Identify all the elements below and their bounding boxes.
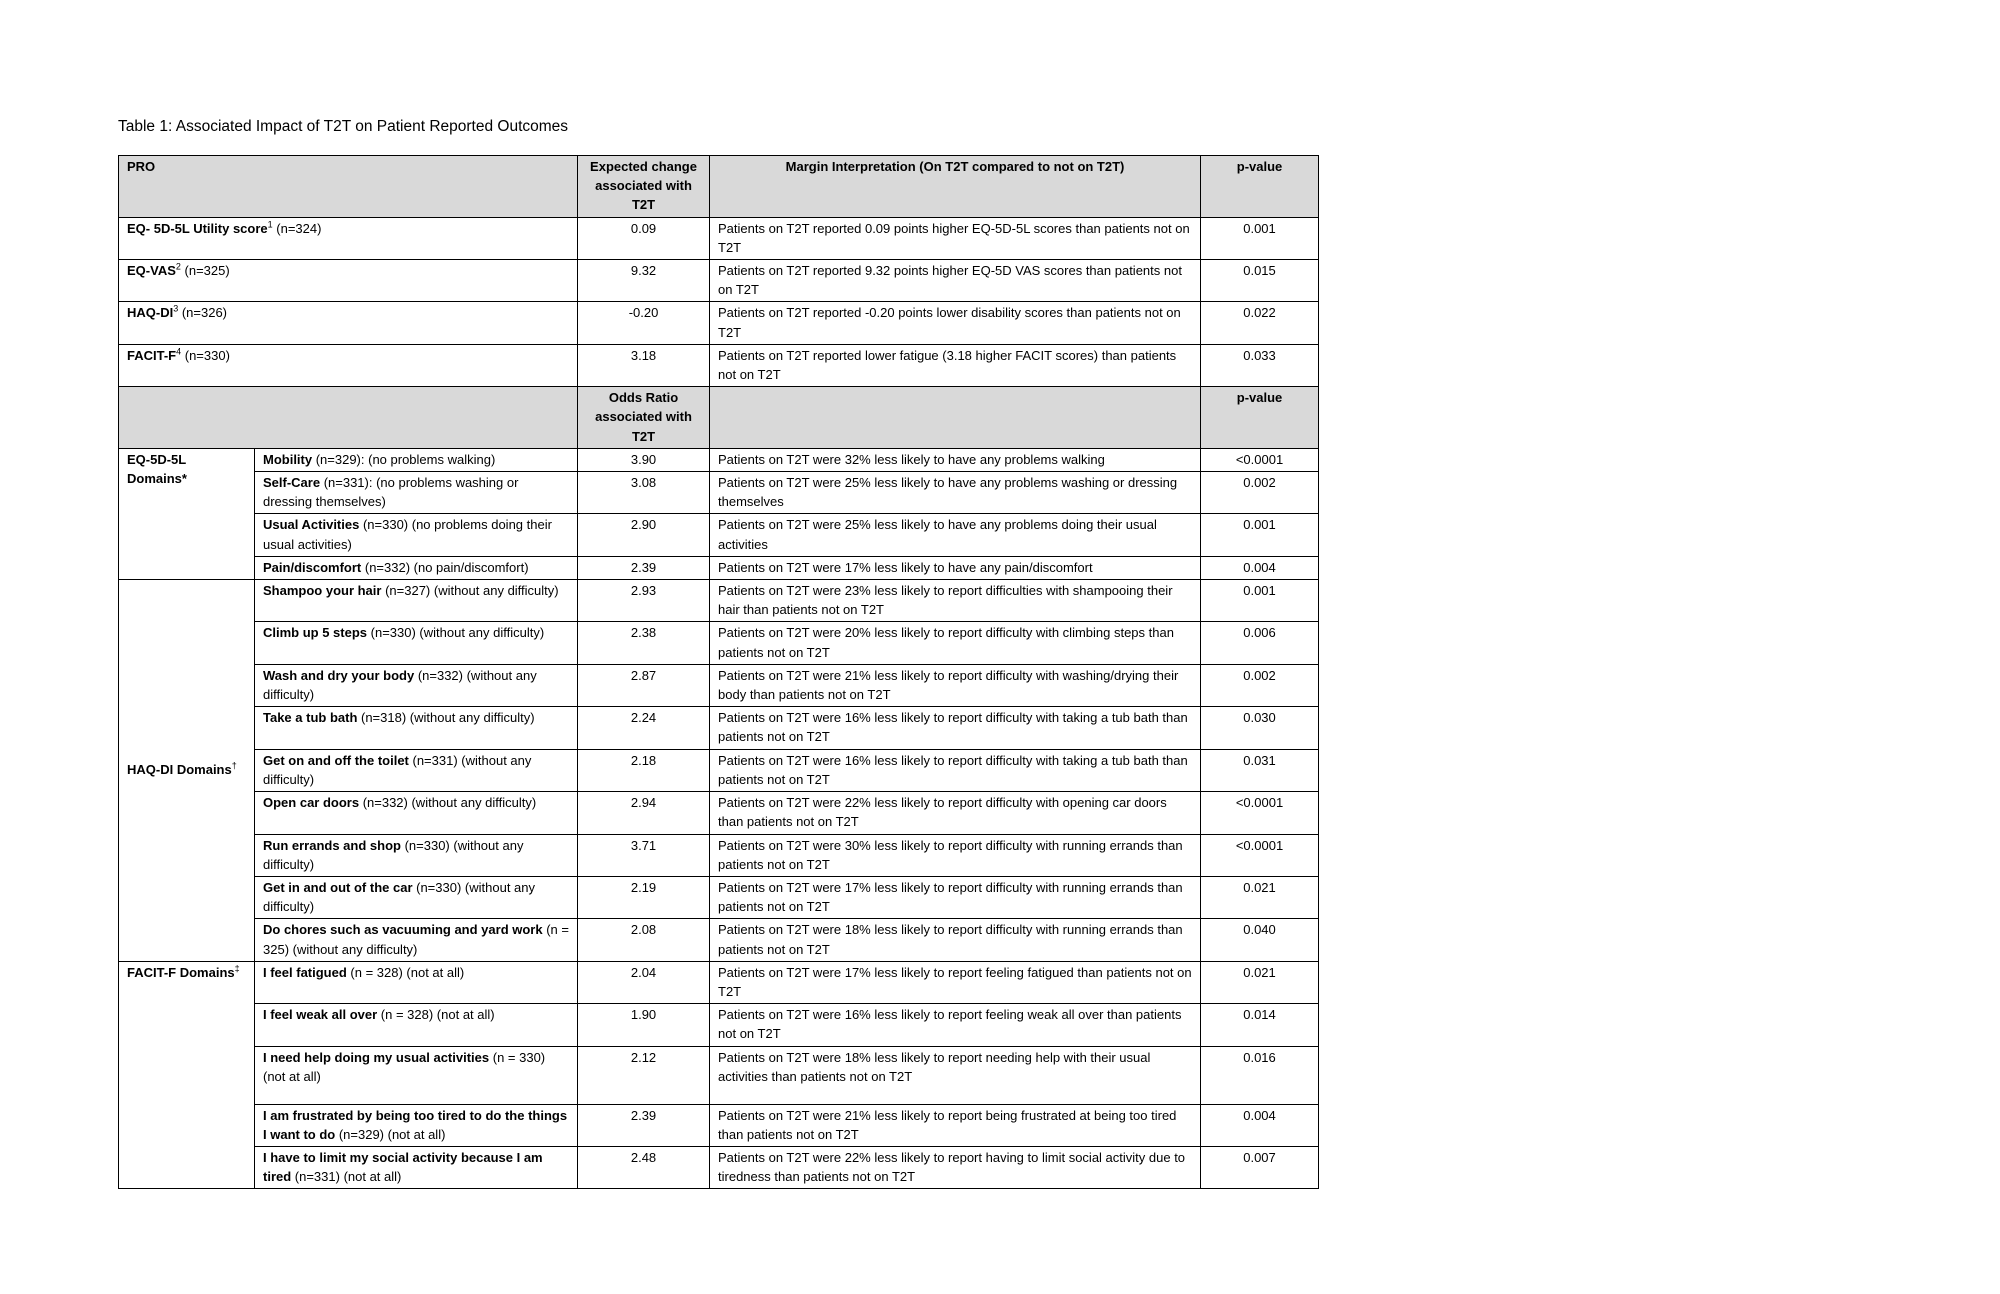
table-row — [119, 834, 1319, 876]
odds-ratio-cell: 2.24 — [578, 707, 710, 749]
pro-cell — [119, 302, 578, 344]
table-row — [119, 514, 1319, 556]
domain-item-cell — [255, 792, 578, 834]
odds-ratio-cell: 2.39 — [578, 556, 710, 579]
interpretation-cell: Patients on T2T were 16% less likely to report feeling weak all over than patients not on T2T — [710, 1004, 1201, 1046]
p-value-cell: <0.0001 — [1201, 834, 1319, 876]
p-value-cell: 0.021 — [1201, 961, 1319, 1003]
odds-ratio-cell: 1.90 — [578, 1004, 710, 1046]
p-value-cell: 0.002 — [1201, 472, 1319, 514]
p-value-cell: 0.002 — [1201, 664, 1319, 706]
outcome-name: HAQ-DI — [127, 305, 174, 321]
domain-item-name: I feel fatigued — [263, 964, 347, 980]
p-value-cell: 0.006 — [1201, 622, 1319, 664]
expected-change-cell: -0.20 — [578, 302, 710, 344]
domain-item-cell — [255, 1046, 578, 1104]
domain-item-detail: (n=329): (no problems walking) — [312, 451, 496, 467]
expected-change-cell: 0.09 — [578, 217, 710, 259]
interpretation-cell: Patients on T2T were 18% less likely to report difficulty with running errands than patients not on T2T — [710, 919, 1201, 961]
table-row — [119, 749, 1319, 791]
domain-item-detail: (n=330) (without any difficulty) — [263, 879, 535, 915]
sample-size: (n=326) — [178, 305, 228, 321]
p-value-cell: 0.015 — [1201, 260, 1319, 302]
p-value-cell: 0.004 — [1201, 556, 1319, 579]
interpretation-cell: Patients on T2T were 17% less likely to report feeling fatigued than patients not on T2T — [710, 961, 1201, 1003]
domain-item-cell — [255, 1104, 578, 1146]
table-row — [119, 448, 1319, 471]
pro-table — [118, 155, 1319, 1189]
interpretation-cell: Patients on T2T were 17% less likely to have any pain/discomfort — [710, 556, 1201, 579]
table-row — [119, 1046, 1319, 1104]
domain-item-cell — [255, 961, 578, 1003]
odds-ratio-cell: 2.18 — [578, 749, 710, 791]
header-row — [119, 156, 1319, 218]
domain-item-cell — [255, 622, 578, 664]
pro-cell — [119, 217, 578, 259]
domain-group-label: EQ-5D-5L Domains* — [127, 451, 187, 487]
domain-item-name: Get on and off the toilet — [263, 752, 409, 768]
p-value-cell: <0.0001 — [1201, 792, 1319, 834]
domain-item-detail: (n = 328) (not at all) — [377, 1007, 495, 1023]
p-value-cell: <0.0001 — [1201, 448, 1319, 471]
interpretation-cell: Patients on T2T were 21% less likely to report difficulty with washing/drying their body than patients not on T2T — [710, 664, 1201, 706]
p-value-cell: 0.021 — [1201, 876, 1319, 918]
margin-interpretation-header: Margin Interpretation (On T2T compared to not on T2T) — [710, 156, 1201, 218]
sample-size: (n=325) — [180, 263, 230, 279]
domain-item-cell — [255, 664, 578, 706]
odds-ratio-cell: 3.90 — [578, 448, 710, 471]
p-value-cell: 0.033 — [1201, 344, 1319, 386]
odds-ratio-header: Odds Ratio associated with T2T — [578, 387, 710, 449]
domain-item-cell — [255, 514, 578, 556]
facit-domains-cell — [119, 961, 255, 1189]
expected-change-cell: 9.32 — [578, 260, 710, 302]
domain-item-detail: (n=330) (no problems doing their usual activities) — [263, 517, 552, 552]
table-caption: Table 1: Associated Impact of T2T on Patient Reported Outcomes — [118, 118, 569, 135]
domain-item-detail: (n=330) (without any difficulty) — [367, 625, 545, 641]
domain-item-cell — [255, 1004, 578, 1046]
p-value-cell: 0.022 — [1201, 302, 1319, 344]
domain-item-cell — [255, 834, 578, 876]
domain-item-name: Self-Care — [263, 475, 321, 491]
domain-item-name: Climb up 5 steps — [263, 625, 368, 641]
p-value-cell: 0.001 — [1201, 514, 1319, 556]
domain-item-cell — [255, 472, 578, 514]
domain-item-name: Get in and out of the car — [263, 879, 413, 895]
p-value-cell: 0.001 — [1201, 217, 1319, 259]
table-row — [119, 260, 1319, 302]
footnote-marker: 2 — [175, 261, 181, 272]
interpretation-cell: Patients on T2T reported 0.09 points higher EQ-5D-5L scores than patients not on T2T — [710, 217, 1201, 259]
domain-item-detail: (n = 328) (not at all) — [346, 964, 465, 980]
table-row — [119, 217, 1319, 259]
interpretation-cell: Patients on T2T were 30% less likely to report difficulty with running errands than patients not on T2T — [710, 834, 1201, 876]
p-value-cell: 0.030 — [1201, 707, 1319, 749]
domain-item-name: Open car doors — [263, 795, 360, 811]
domain-item-name: Shampoo your hair — [263, 583, 382, 599]
odds-ratio-cell: 2.04 — [578, 961, 710, 1003]
p-value-cell: 0.001 — [1201, 580, 1319, 622]
interpretation-cell: Patients on T2T were 16% less likely to report difficulty with taking a tub bath than patients not on T2T — [710, 749, 1201, 791]
odds-ratio-cell: 2.39 — [578, 1104, 710, 1146]
table-row — [119, 1146, 1319, 1188]
sample-size: (n=324) — [272, 220, 322, 236]
table-row — [119, 919, 1319, 961]
interpretation-cell: Patients on T2T reported 9.32 points higher EQ-5D VAS scores than patients not on T2T — [710, 260, 1201, 302]
domain-item-cell — [255, 876, 578, 918]
domain-item-name: I need help doing my usual activities — [263, 1049, 490, 1065]
blank-header — [710, 387, 1201, 449]
table-row — [119, 1004, 1319, 1046]
interpretation-cell: Patients on T2T were 25% less likely to have any problems doing their usual activities — [710, 514, 1201, 556]
domain-item-cell — [255, 749, 578, 791]
domain-item-name: I am frustrated by being too tired to do the things I want to do — [263, 1107, 568, 1142]
odds-ratio-cell: 2.93 — [578, 580, 710, 622]
interpretation-cell: Patients on T2T reported lower fatigue (3.18 higher FACIT scores) than patients not on T2T — [710, 344, 1201, 386]
domain-item-detail: (n=331) (without any difficulty) — [263, 752, 532, 787]
domain-item-cell — [255, 580, 578, 622]
blank-header — [119, 387, 578, 449]
odds-ratio-cell: 3.71 — [578, 834, 710, 876]
odds-ratio-cell: 2.94 — [578, 792, 710, 834]
table-row — [119, 580, 1319, 622]
domain-item-detail: (n=331): (no problems washing or dressing themselves) — [263, 475, 519, 510]
p-value-cell: 0.031 — [1201, 749, 1319, 791]
domain-item-name: Do chores such as vacuuming and yard work — [263, 922, 543, 938]
outcome-name: EQ- 5D-5L Utility score — [127, 220, 268, 236]
domain-item-detail: (n=327) (without any difficulty) — [381, 583, 559, 599]
domain-item-detail: (n = 330) (not at all) — [263, 1049, 546, 1084]
expected-change-header: Expected change associated with T2T — [578, 156, 710, 218]
odds-ratio-cell: 2.90 — [578, 514, 710, 556]
domain-item-detail: (n=330) (without any difficulty) — [263, 837, 524, 872]
domain-item-name: Usual Activities — [263, 517, 360, 533]
footnote-marker: 3 — [173, 304, 179, 315]
interpretation-cell: Patients on T2T were 21% less likely to report being frustrated at being too tired than patients not on T2T — [710, 1104, 1201, 1146]
domain-item-detail: (n=331) (not at all) — [291, 1169, 402, 1185]
p-value-cell: 0.040 — [1201, 919, 1319, 961]
interpretation-cell: Patients on T2T were 18% less likely to report needing help with their usual activities than patients not on T2T — [710, 1046, 1201, 1104]
table-row — [119, 664, 1319, 706]
domain-item-name: Take a tub bath — [263, 710, 358, 726]
p-value-cell: 0.004 — [1201, 1104, 1319, 1146]
domain-group-label: FACIT-F Domains — [127, 964, 235, 980]
table-row — [119, 622, 1319, 664]
p-value-cell: 0.014 — [1201, 1004, 1319, 1046]
expected-change-cell: 3.18 — [578, 344, 710, 386]
table-row — [119, 344, 1319, 386]
p-value-header: p-value — [1201, 156, 1319, 218]
domain-item-name: Run errands and shop — [263, 837, 401, 853]
p-value-cell: 0.007 — [1201, 1146, 1319, 1188]
odds-ratio-cell: 2.08 — [578, 919, 710, 961]
interpretation-cell: Patients on T2T were 17% less likely to report difficulty with running errands than patients not on T2T — [710, 876, 1201, 918]
domain-item-name: I have to limit my social activity because I am tired — [263, 1149, 543, 1185]
table-row — [119, 556, 1319, 579]
sample-size: (n=330) — [181, 347, 230, 363]
domain-item-detail: (n=332) (no pain/discomfort) — [361, 559, 529, 575]
table-row — [119, 1104, 1319, 1146]
table-row — [119, 707, 1319, 749]
footnote-marker: † — [231, 760, 237, 771]
domain-item-name: Pain/discomfort — [263, 559, 362, 575]
odds-ratio-cell: 2.12 — [578, 1046, 710, 1104]
interpretation-cell: Patients on T2T were 23% less likely to report difficulties with shampooing their hair than patients not on T2T — [710, 580, 1201, 622]
interpretation-cell: Patients on T2T reported -0.20 points lower disability scores than patients not on T2T — [710, 302, 1201, 344]
odds-ratio-cell: 2.87 — [578, 664, 710, 706]
odds-ratio-cell: 3.08 — [578, 472, 710, 514]
domain-item-name: Mobility — [263, 451, 313, 467]
footnote-marker: 1 — [267, 219, 273, 230]
p-value-header: p-value — [1201, 387, 1319, 449]
domain-item-cell — [255, 707, 578, 749]
interpretation-cell: Patients on T2T were 25% less likely to have any problems washing or dressing themselves — [710, 472, 1201, 514]
domain-item-cell — [255, 1146, 578, 1188]
footnote-marker: ‡ — [234, 963, 240, 974]
table-row — [119, 472, 1319, 514]
footnote-marker: 4 — [176, 346, 182, 357]
interpretation-cell: Patients on T2T were 32% less likely to have any problems walking — [710, 448, 1201, 471]
eq5d-domains-cell — [119, 448, 255, 579]
domain-item-cell — [255, 448, 578, 471]
pro-cell — [119, 344, 578, 386]
table-row — [119, 961, 1319, 1003]
domain-item-name: I feel weak all over — [263, 1007, 378, 1023]
domain-item-name: Wash and dry your body — [263, 667, 415, 683]
domain-item-detail: (n=332) (without any difficulty) — [263, 667, 537, 703]
interpretation-cell: Patients on T2T were 22% less likely to report having to limit social activity due to tiredness than patients not on T2T — [710, 1146, 1201, 1188]
domain-item-detail: (n=318) (without any difficulty) — [357, 710, 535, 726]
domain-item-detail: (n=332) (without any difficulty) — [359, 795, 537, 811]
interpretation-cell: Patients on T2T were 16% less likely to report difficulty with taking a tub bath than patients not on T2T — [710, 707, 1201, 749]
interpretation-cell: Patients on T2T were 22% less likely to report difficulty with opening car doors than patients not on T2T — [710, 792, 1201, 834]
pro-cell — [119, 260, 578, 302]
outcome-name: EQ-VAS — [127, 263, 176, 279]
odds-header-row — [119, 387, 1319, 449]
domain-item-cell — [255, 919, 578, 961]
haq-domains-cell — [119, 580, 255, 962]
pro-header: PRO — [119, 156, 578, 218]
domain-item-detail: (n = 325) (without any difficulty) — [263, 922, 569, 957]
odds-ratio-cell: 2.19 — [578, 876, 710, 918]
odds-ratio-cell: 2.48 — [578, 1146, 710, 1188]
table-row — [119, 876, 1319, 918]
domain-item-cell — [255, 556, 578, 579]
domain-group-label: HAQ-DI Domains — [127, 762, 232, 778]
domain-item-detail: (n=329) (not at all) — [335, 1126, 446, 1142]
p-value-cell: 0.016 — [1201, 1046, 1319, 1104]
odds-ratio-cell: 2.38 — [578, 622, 710, 664]
table-row — [119, 302, 1319, 344]
interpretation-cell: Patients on T2T were 20% less likely to report difficulty with climbing steps than patients not on T2T — [710, 622, 1201, 664]
table-row — [119, 792, 1319, 834]
outcome-name: FACIT-F — [127, 347, 177, 363]
